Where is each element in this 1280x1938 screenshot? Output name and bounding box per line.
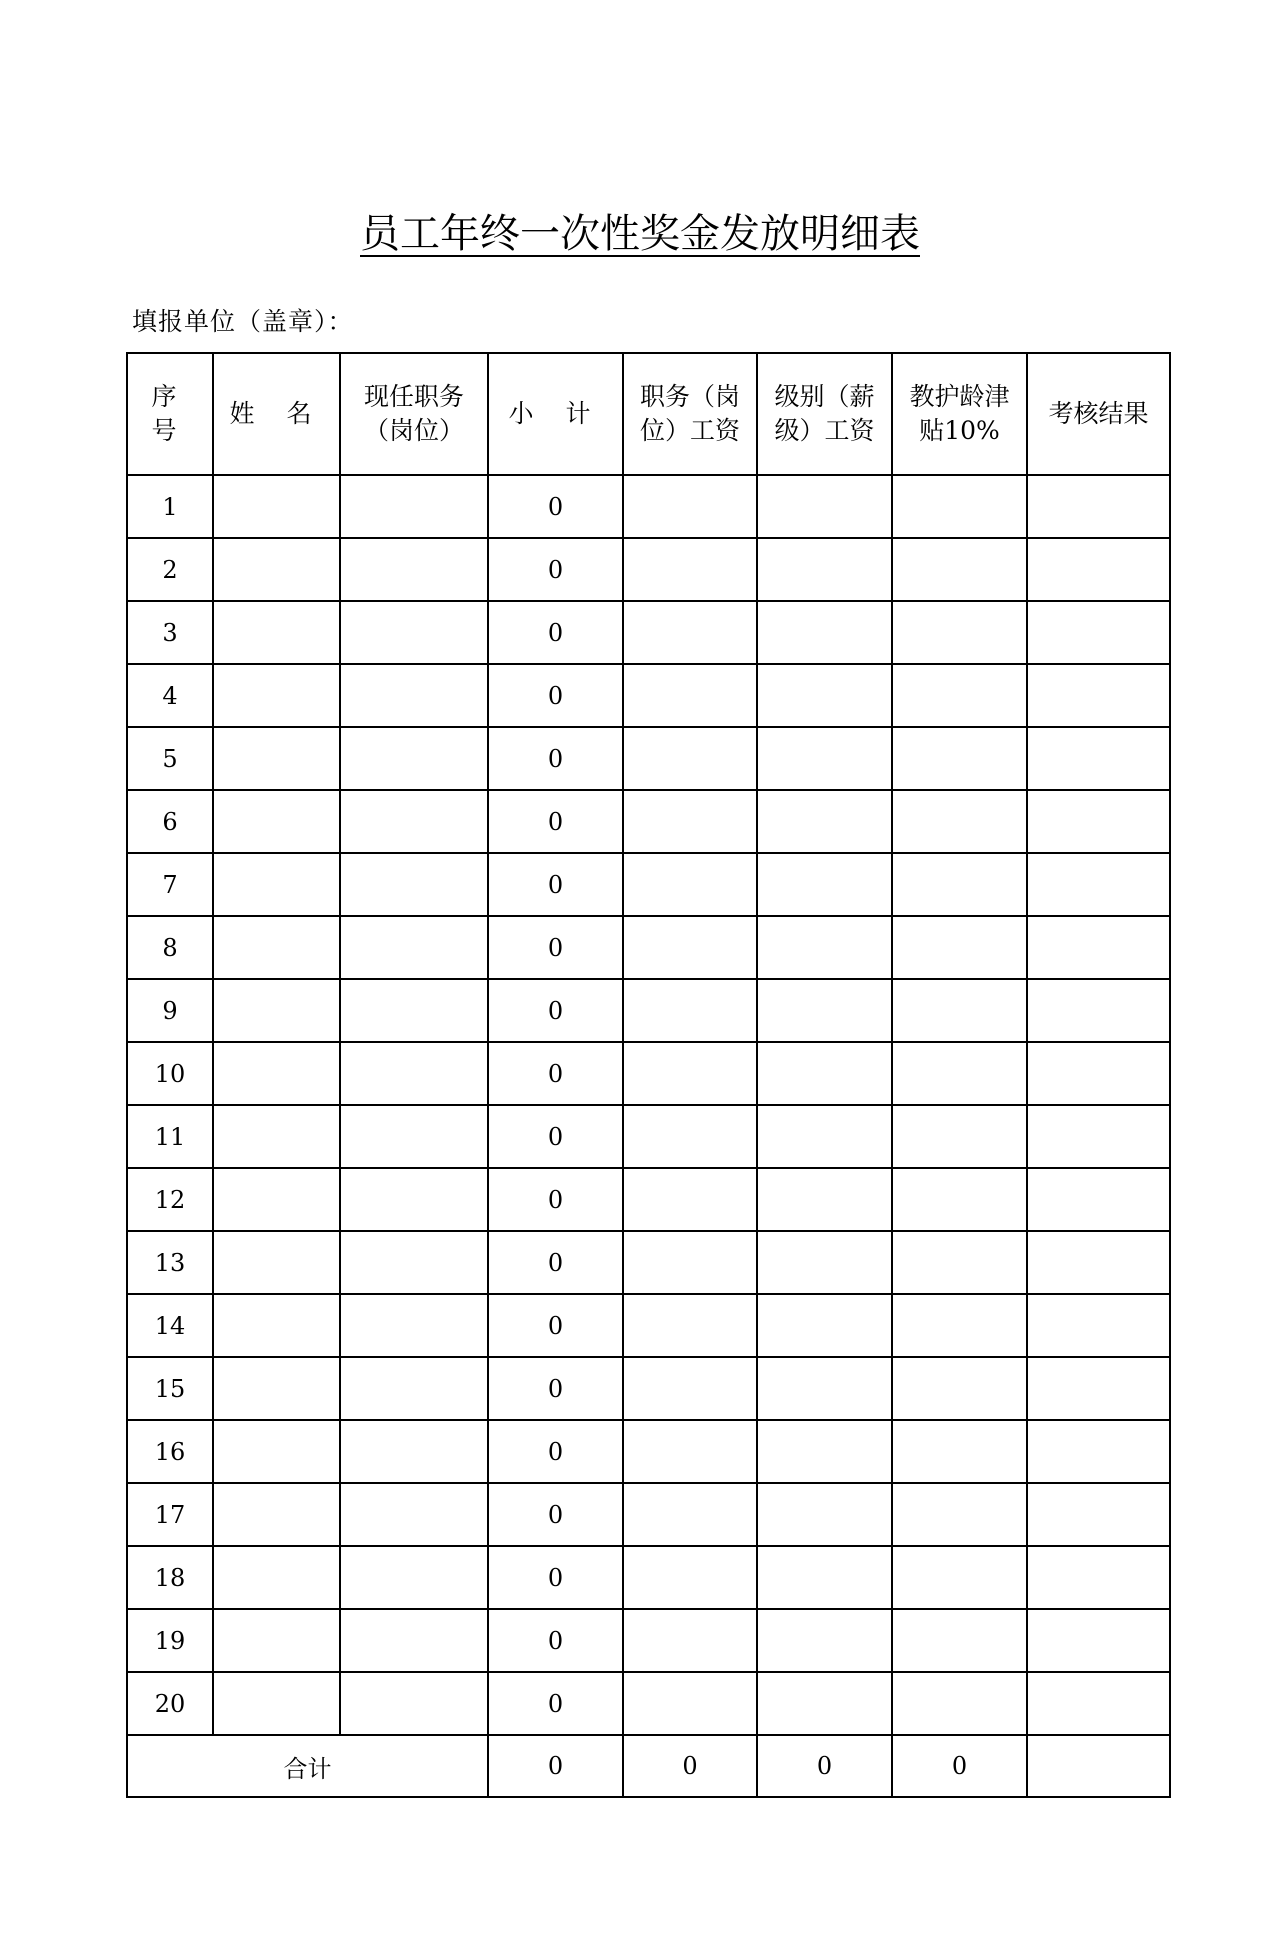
table-row (127, 916, 1170, 979)
cell-name[interactable] (213, 601, 340, 664)
header-assessment-text: 考核结果 (1048, 399, 1149, 428)
bonus-detail-table (126, 352, 1171, 1798)
cell-name[interactable] (213, 1168, 340, 1231)
table-row (127, 601, 1170, 664)
cell-grade-wage[interactable] (757, 1609, 892, 1672)
cell-assessment[interactable] (1027, 1294, 1170, 1357)
cell-seniority-allowance[interactable] (892, 1105, 1027, 1168)
cell-seniority-allowance[interactable] (892, 664, 1027, 727)
cell-name[interactable] (213, 664, 340, 727)
cell-subtotal: 0 (488, 1609, 623, 1672)
cell-subtotal: 0 (488, 664, 623, 727)
cell-position[interactable] (340, 601, 488, 664)
table-row (127, 538, 1170, 601)
cell-subtotal: 0 (488, 727, 623, 790)
cell-post-wage[interactable] (623, 1231, 757, 1294)
header-seniority-allowance (892, 353, 1027, 475)
cell-position[interactable] (340, 853, 488, 916)
cell-name[interactable] (213, 475, 340, 538)
cell-assessment[interactable] (1027, 1609, 1170, 1672)
cell-post-wage[interactable] (623, 1483, 757, 1546)
cell-grade-wage[interactable] (757, 1672, 892, 1735)
cell-position[interactable] (340, 979, 488, 1042)
cell-subtotal: 0 (488, 475, 623, 538)
table-header-row (127, 353, 1170, 475)
cell-post-wage[interactable] (623, 1546, 757, 1609)
table-row (127, 475, 1170, 538)
cell-position[interactable] (340, 1609, 488, 1672)
cell-grade-wage[interactable] (757, 916, 892, 979)
header-post-wage-line1: 职务（岗 (639, 382, 740, 411)
cell-assessment[interactable] (1027, 538, 1170, 601)
cell-seq: 16 (127, 1420, 213, 1483)
cell-seniority-allowance[interactable] (892, 538, 1027, 601)
table-row (127, 1168, 1170, 1231)
cell-subtotal: 0 (488, 853, 623, 916)
cell-grade-wage[interactable] (757, 601, 892, 664)
cell-name[interactable] (213, 1105, 340, 1168)
cell-grade-wage[interactable] (757, 1420, 892, 1483)
cell-seq: 14 (127, 1294, 213, 1357)
cell-grade-wage[interactable] (757, 1168, 892, 1231)
cell-seniority-allowance[interactable] (892, 979, 1027, 1042)
cell-subtotal: 0 (488, 1672, 623, 1735)
header-position-line1: 现任职务 (363, 382, 464, 411)
cell-name[interactable] (213, 1672, 340, 1735)
cell-seq: 5 (127, 727, 213, 790)
cell-post-wage[interactable] (623, 538, 757, 601)
cell-position[interactable] (340, 727, 488, 790)
cell-assessment[interactable] (1027, 1042, 1170, 1105)
cell-name[interactable] (213, 979, 340, 1042)
cell-seniority-allowance[interactable] (892, 1231, 1027, 1294)
cell-position[interactable] (340, 1483, 488, 1546)
cell-subtotal: 0 (488, 1546, 623, 1609)
cell-assessment[interactable] (1027, 979, 1170, 1042)
cell-post-wage[interactable] (623, 1357, 757, 1420)
cell-position[interactable] (340, 475, 488, 538)
cell-assessment[interactable] (1027, 1483, 1170, 1546)
header-subtotal (488, 353, 623, 475)
cell-post-wage[interactable] (623, 1042, 757, 1105)
table-row (127, 1483, 1170, 1546)
total-post-wage: 0 (623, 1735, 757, 1797)
cell-seq: 19 (127, 1609, 213, 1672)
table-row (127, 979, 1170, 1042)
header-post-wage (623, 353, 757, 475)
page-title-text: 员工年终一次性奖金发放明细表 (360, 211, 920, 257)
cell-seq: 3 (127, 601, 213, 664)
cell-assessment[interactable] (1027, 1357, 1170, 1420)
cell-subtotal: 0 (488, 1168, 623, 1231)
cell-name[interactable] (213, 538, 340, 601)
cell-position[interactable] (340, 916, 488, 979)
cell-subtotal: 0 (488, 1231, 623, 1294)
reporting-unit-label: 填报单位（盖章）： (132, 307, 354, 336)
cell-post-wage[interactable] (623, 853, 757, 916)
cell-subtotal: 0 (488, 790, 623, 853)
cell-grade-wage[interactable] (757, 1483, 892, 1546)
table-row (127, 1672, 1170, 1735)
table-row (127, 727, 1170, 790)
header-post-wage-line2: 位）工资 (639, 416, 740, 445)
cell-grade-wage[interactable] (757, 727, 892, 790)
cell-subtotal: 0 (488, 601, 623, 664)
cell-seq: 15 (127, 1357, 213, 1420)
cell-seniority-allowance[interactable] (892, 1168, 1027, 1231)
table-row (127, 1546, 1170, 1609)
cell-post-wage[interactable] (623, 1105, 757, 1168)
cell-grade-wage[interactable] (757, 1546, 892, 1609)
cell-assessment[interactable] (1027, 664, 1170, 727)
page-title (0, 208, 1280, 260)
table-row (127, 1357, 1170, 1420)
cell-post-wage[interactable] (623, 475, 757, 538)
header-grade-wage (757, 353, 892, 475)
cell-subtotal: 0 (488, 1357, 623, 1420)
cell-seniority-allowance[interactable] (892, 1420, 1027, 1483)
cell-name[interactable] (213, 1483, 340, 1546)
cell-position[interactable] (340, 1357, 488, 1420)
header-assessment (1027, 353, 1170, 475)
cell-assessment[interactable] (1027, 475, 1170, 538)
cell-name[interactable] (213, 1609, 340, 1672)
cell-position[interactable] (340, 1420, 488, 1483)
header-subtotal-text: 小 计 (508, 399, 603, 428)
cell-name[interactable] (213, 1294, 340, 1357)
cell-seq: 18 (127, 1546, 213, 1609)
header-position (340, 353, 488, 475)
cell-seq: 9 (127, 979, 213, 1042)
cell-post-wage[interactable] (623, 979, 757, 1042)
cell-seq: 20 (127, 1672, 213, 1735)
cell-seniority-allowance[interactable] (892, 1609, 1027, 1672)
table-row (127, 664, 1170, 727)
cell-grade-wage[interactable] (757, 979, 892, 1042)
cell-subtotal: 0 (488, 1294, 623, 1357)
cell-seniority-allowance[interactable] (892, 601, 1027, 664)
total-assessment (1027, 1735, 1170, 1797)
table-row (127, 1420, 1170, 1483)
cell-subtotal: 0 (488, 538, 623, 601)
cell-seq: 2 (127, 538, 213, 601)
cell-seniority-allowance[interactable] (892, 1042, 1027, 1105)
cell-position[interactable] (340, 664, 488, 727)
cell-name[interactable] (213, 1420, 340, 1483)
cell-post-wage[interactable] (623, 601, 757, 664)
cell-grade-wage[interactable] (757, 1357, 892, 1420)
cell-grade-wage[interactable] (757, 475, 892, 538)
cell-name[interactable] (213, 727, 340, 790)
cell-subtotal: 0 (488, 979, 623, 1042)
table-row (127, 1609, 1170, 1672)
table-row (127, 1294, 1170, 1357)
cell-position[interactable] (340, 1231, 488, 1294)
cell-seniority-allowance[interactable] (892, 790, 1027, 853)
cell-seq: 13 (127, 1231, 213, 1294)
cell-name[interactable] (213, 1042, 340, 1105)
header-name-text: 姓 名 (229, 399, 324, 428)
header-grade-wage-line1: 级别（薪 (774, 382, 875, 411)
cell-post-wage[interactable] (623, 916, 757, 979)
cell-post-wage[interactable] (623, 1672, 757, 1735)
cell-subtotal: 0 (488, 1105, 623, 1168)
cell-seq: 7 (127, 853, 213, 916)
cell-post-wage[interactable] (623, 790, 757, 853)
cell-seniority-allowance[interactable] (892, 1483, 1027, 1546)
total-label: 合计 (127, 1735, 488, 1797)
cell-grade-wage[interactable] (757, 538, 892, 601)
cell-subtotal: 0 (488, 1483, 623, 1546)
cell-name[interactable] (213, 853, 340, 916)
cell-seq: 11 (127, 1105, 213, 1168)
cell-assessment[interactable] (1027, 916, 1170, 979)
cell-position[interactable] (340, 1105, 488, 1168)
cell-seniority-allowance[interactable] (892, 1546, 1027, 1609)
cell-grade-wage[interactable] (757, 790, 892, 853)
cell-post-wage[interactable] (623, 1420, 757, 1483)
cell-seniority-allowance[interactable] (892, 475, 1027, 538)
total-seniority-allowance: 0 (892, 1735, 1027, 1797)
cell-subtotal: 0 (488, 1420, 623, 1483)
cell-position[interactable] (340, 1546, 488, 1609)
cell-post-wage[interactable] (623, 1294, 757, 1357)
cell-name[interactable] (213, 1357, 340, 1420)
cell-post-wage[interactable] (623, 664, 757, 727)
header-grade-wage-line2: 级）工资 (774, 416, 875, 445)
cell-seq: 17 (127, 1483, 213, 1546)
cell-grade-wage[interactable] (757, 1294, 892, 1357)
cell-post-wage[interactable] (623, 1609, 757, 1672)
total-grade-wage: 0 (757, 1735, 892, 1797)
cell-grade-wage[interactable] (757, 1231, 892, 1294)
cell-seq: 6 (127, 790, 213, 853)
cell-assessment[interactable] (1027, 1672, 1170, 1735)
cell-position[interactable] (340, 1042, 488, 1105)
cell-seq: 1 (127, 475, 213, 538)
table-row (127, 1105, 1170, 1168)
cell-subtotal: 0 (488, 916, 623, 979)
cell-grade-wage[interactable] (757, 1042, 892, 1105)
header-seniority-line2: 贴10% (919, 416, 1000, 445)
cell-seniority-allowance[interactable] (892, 1294, 1027, 1357)
cell-assessment[interactable] (1027, 853, 1170, 916)
cell-seq: 10 (127, 1042, 213, 1105)
cell-seq: 12 (127, 1168, 213, 1231)
cell-position[interactable] (340, 790, 488, 853)
header-name (213, 353, 340, 475)
cell-grade-wage[interactable] (757, 664, 892, 727)
cell-assessment[interactable] (1027, 1168, 1170, 1231)
cell-assessment[interactable] (1027, 1231, 1170, 1294)
cell-assessment[interactable] (1027, 1420, 1170, 1483)
cell-assessment[interactable] (1027, 790, 1170, 853)
cell-position[interactable] (340, 1672, 488, 1735)
cell-assessment[interactable] (1027, 601, 1170, 664)
table-row (127, 1231, 1170, 1294)
header-seq (127, 353, 213, 475)
table-row (127, 853, 1170, 916)
cell-post-wage[interactable] (623, 727, 757, 790)
cell-assessment[interactable] (1027, 727, 1170, 790)
cell-name[interactable] (213, 916, 340, 979)
cell-post-wage[interactable] (623, 1168, 757, 1231)
cell-grade-wage[interactable] (757, 1105, 892, 1168)
header-position-line2: （岗位） (363, 416, 464, 445)
cell-seq: 4 (127, 664, 213, 727)
header-seniority-line1: 教护龄津 (909, 382, 1010, 411)
cell-seniority-allowance[interactable] (892, 1672, 1027, 1735)
header-seq-text: 序 号 (151, 382, 189, 445)
cell-subtotal: 0 (488, 1042, 623, 1105)
cell-seniority-allowance[interactable] (892, 727, 1027, 790)
cell-name[interactable] (213, 1546, 340, 1609)
cell-grade-wage[interactable] (757, 853, 892, 916)
cell-seniority-allowance[interactable] (892, 1357, 1027, 1420)
cell-seq: 8 (127, 916, 213, 979)
cell-position[interactable] (340, 1294, 488, 1357)
total-subtotal: 0 (488, 1735, 623, 1797)
cell-seniority-allowance[interactable] (892, 853, 1027, 916)
cell-position[interactable] (340, 1168, 488, 1231)
cell-name[interactable] (213, 790, 340, 853)
table-row (127, 790, 1170, 853)
cell-seniority-allowance[interactable] (892, 916, 1027, 979)
table-row (127, 1042, 1170, 1105)
cell-position[interactable] (340, 538, 488, 601)
cell-name[interactable] (213, 1231, 340, 1294)
cell-assessment[interactable] (1027, 1546, 1170, 1609)
cell-assessment[interactable] (1027, 1105, 1170, 1168)
total-row (127, 1735, 1170, 1797)
